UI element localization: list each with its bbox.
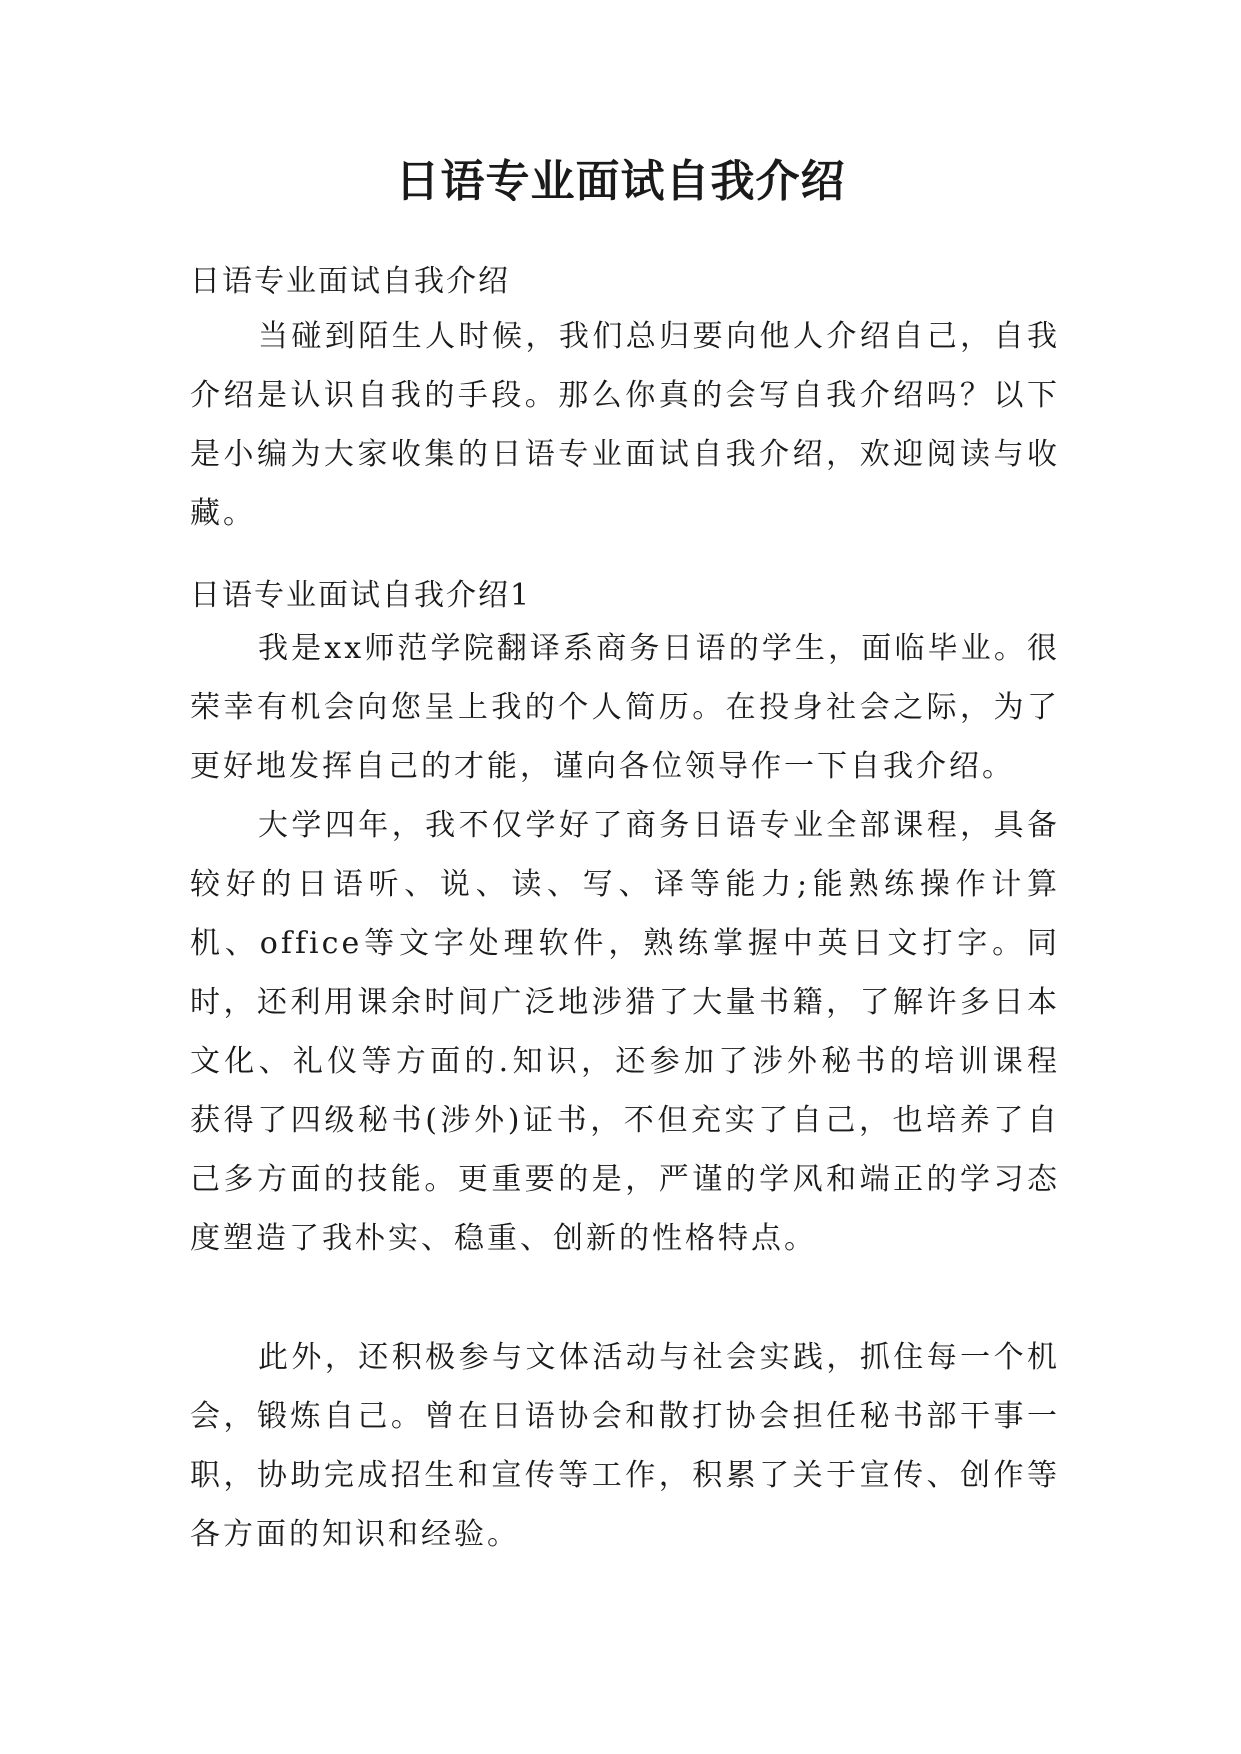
intro-paragraph: 当碰到陌生人时候，我们总归要向他人介绍自己，自我介绍是认识自我的手段。那么你真的会写自我介绍吗？以下是小编为大家收集的日语专业面试自我介绍，欢迎阅读与收藏。 <box>190 319 1060 531</box>
section1-paragraph-2: 大学四年，我不仅学好了商务日语专业全部课程，具备较好的日语听、说、读、写、译等能力;能熟练操作计算机、office等文字处理软件，熟练掌握中英日文打字。同时，还利用课余时间广泛地涉猎了大量书籍，了解许多日本文化、礼仪等方面的.知识，还参加了涉外秘书的培训课程获得了四级秘书(涉外)证书，不但充实了自己，也培养了自己多方面的技能。更重要的是，严谨的学风和端正的学习态度塑造了我朴实、稳重、创新的性格特点。 <box>190 808 1060 1256</box>
document-title: 日语专业面试自我介绍 <box>395 156 846 207</box>
section1-heading: 日语专业面试自我介绍1 <box>190 578 532 613</box>
intro-heading: 日语专业面试自我介绍 <box>190 264 510 299</box>
section1-paragraph-1: 我是xx师范学院翻译系商务日语的学生，面临毕业。很荣幸有机会向您呈上我的个人简历。在投身社会之际，为了更好地发挥自己的才能，谨向各位领导作一下自我介绍。 <box>190 631 1060 784</box>
section1-paragraph-3: 此外，还积极参与文体活动与社会实践，抓住每一个机会，锻炼自己。曾在日语协会和散打协会担任秘书部干事一职，协助完成招生和宣传等工作，积累了关于宣传、创作等各方面的知识和经验。 <box>190 1340 1060 1552</box>
